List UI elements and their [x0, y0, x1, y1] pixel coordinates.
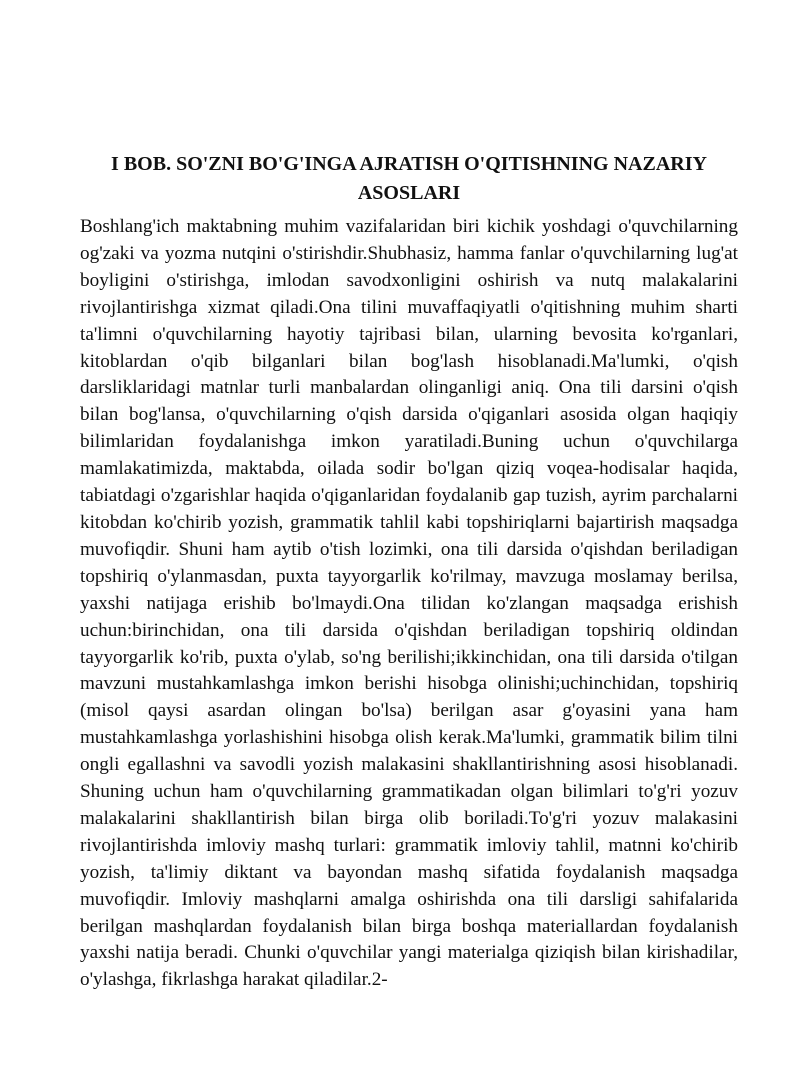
- chapter-title: I BOB. SO'ZNI BO'G'INGA AJRATISH O'QITISHNING NAZARIY ASOSLARI: [111, 153, 707, 204]
- body-paragraph: Boshlang'ich maktabning muhim vazifalaridan biri kichik yoshdagi o'quvchilarning og'zaki va yozma nutqini o'stirishdir.Shubhasiz, hamma fanlar o'quvchilarning lug'at boyligini o'stirishga, imlodan savodxonligini oshirish va nutq malakalarini rivojlantirishga xizmat qiladi.Ona tilini muvaffaqiyatli o'qitishning muhim sharti ta'limni o'quvchilarning hayotiy tajribasi bilan, ularning bevosita ko'rganlari, kitoblardan o'qib bilganlari bilan bog'lash hisoblanadi.Ma'lumki, o'qish darsliklaridagi matnlar turli manbalardan olinganligi aniq. Ona tili darsini o'qish bilan bog'lansa, o'quvchilarning o'qish darsida o'qiganlari asosida olgan haqiqiy bilimlaridan foydalanishga imkon yaratiladi.Buning uchun o'quvchilarga mamlakatimizda, maktabda, oilada sodir bo'lgan qiziq voqea-hodisalar haqida, tabiatdagi o'zgarishlar haqida o'qiganlaridan foydalanib gap tuzish, ayrim parchalarni kitobdan ko'chirib yozish, grammatik tahlil kabi topshiriqlarni bajartirish maqsadga muvofiqdir. Shuni ham aytib o'tish lozimki, ona tili darsida o'qishdan beriladigan topshiriq o'ylanmasdan, puxta tayyorgarlik ko'rilmay, mavzuga moslamay berilsa, yaxshi natijaga erishib bo'lmaydi.Ona tilidan ko'zlangan maqsadga erishish uchun:birinchidan, ona tili darsida o'qishdan beriladigan topshiriq oldindan tayyorgarlik ko'rib, puxta o'ylab, so'ng berilishi;ikkinchidan, ona tili darsida o'tilgan mavzuni mustahkamlashga imkon berishi hisobga olinishi;uchinchidan, topshiriq (misol qaysi asardan olingan bo'lsa) berilgan asar g'oyasini yana ham mustahkamlashga yorlashishini hisobga olish kerak.Ma'lumki, grammatik bilim tilni ongli egallashni va savodli yozish malakasini shakllantirishning asosi hisoblanadi. Shuning uchun ham o'quvchilarning grammatikadan olgan bilimlari to'g'ri yozuv malakalarini shakllantirish bilan birga olib boriladi.To'g'ri yozuv malakasini rivojlantirishda imloviy mashq turlari: grammatik imloviy tahlil, matnni ko'chirib yozish, ta'limiy diktant va bayondan mashq sifatida foydalanish maqsadga muvofiqdir. Imloviy mashqlarni amalga oshirishda ona tili darsligi sahifalarida berilgan mashqlardan foydalanish bilan birga boshqa materiallardan foydalanish yaxshi natija beradi. Chunki o'quvchilar yangi materialga qiziqish bilan kirishadilar, o'ylashga, fikrlashga harakat qiladilar.2-: [80, 216, 738, 991]
